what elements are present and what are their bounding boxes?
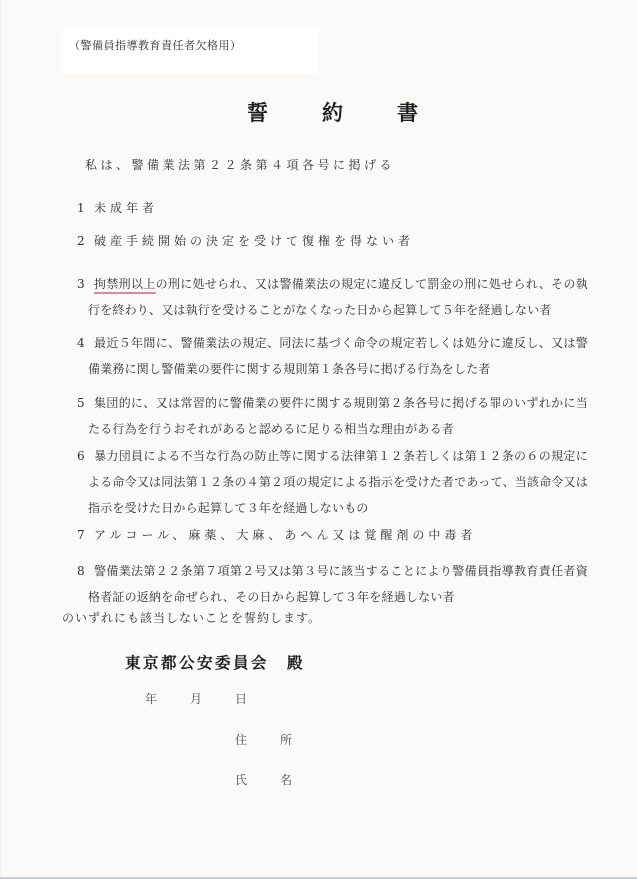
page-left-edge <box>0 0 1 879</box>
month-label: 月 <box>190 692 203 706</box>
list-item-8 <box>77 558 588 610</box>
item-text: 未成年者 <box>94 201 159 215</box>
closing-text: のいずれにも該当しないことを誓約します。 <box>62 611 322 625</box>
item-text <box>88 271 588 323</box>
title-char: 約 <box>322 100 343 125</box>
list-item-6 <box>77 443 588 521</box>
list-item-7 <box>77 522 588 548</box>
item-number: 1 <box>77 201 85 215</box>
document-title <box>14 97 637 127</box>
list-item-3 <box>77 271 588 323</box>
name-label: 氏 <box>235 773 248 787</box>
list-item-2 <box>77 228 588 254</box>
item-text: 集団的に、又は常習的に警備業の要件に関する規則第２条各号に掲げる罪のいずれかに当たる行為を行うおそれがあると認めるに足りる相当な理由がある者 <box>88 396 588 436</box>
title-char: 書 <box>397 100 418 125</box>
item-number: 7 <box>77 528 85 542</box>
item-text: アルコール、麻薬、大麻、あへん又は覚醒剤の中毒者 <box>94 528 477 542</box>
name-line <box>235 771 292 788</box>
item-text: 暴力団員による不当な行為の防止等に関する法律第１２条若しくは第１２条の６の規定による命令又は同法第１２条の４第２項の規定による指示を受けた者であって、当該命令又は指示を受けた日から起算して３年を経過しないもの <box>88 449 588 515</box>
list-item-1 <box>77 195 588 221</box>
item-number: 2 <box>77 234 85 248</box>
day-label: 日 <box>235 692 248 706</box>
item-number: 6 <box>77 449 85 463</box>
list-item-4 <box>77 330 588 382</box>
underlined-text: 拘禁刑以上 <box>94 277 156 294</box>
intro-text: 私は、警備業法第２２条第４項各号に掲げる <box>85 158 396 172</box>
address-label: 所 <box>280 733 293 747</box>
item-number: 5 <box>77 396 85 410</box>
item-number: 8 <box>77 564 85 578</box>
address-label: 住 <box>235 733 248 747</box>
list-item-5 <box>77 390 588 442</box>
name-label: 名 <box>280 773 293 787</box>
item-text: 最近５年間に、警備業法の規定、同法に基づく命令の規定若しくは処分に違反し、又は警備業務に関し警備業の要件に関する規則第１条各号に掲げる行為をした者 <box>88 336 588 376</box>
item-text: 破産手続開始の決定を受けて復権を得ない者 <box>94 234 415 248</box>
header-note: （警備員指導教育責任者欠格用） <box>69 39 242 52</box>
item-text: 警備業法第２２条第７項第２号又は第３号に該当することにより警備員指導教育責任者資格者証の返納を命ぜられ、その日から起算して３年を経過しない者 <box>88 564 588 604</box>
year-label: 年 <box>145 692 158 706</box>
item-number: 4 <box>77 336 85 350</box>
item-number: 3 <box>77 277 85 291</box>
title-char: 誓 <box>247 100 268 125</box>
header-note-box <box>62 29 318 74</box>
addressee: 東京都公安委員会 殿 <box>125 653 306 672</box>
address-line <box>235 731 292 748</box>
item-text-rest: の刑に処せられ、又は警備業法の規定に違反して罰金の刑に処せられ、その執行を終わり、又は執行を受けることがなくなった日から起算して５年を経過しない者 <box>88 277 588 317</box>
date-line <box>145 690 247 707</box>
